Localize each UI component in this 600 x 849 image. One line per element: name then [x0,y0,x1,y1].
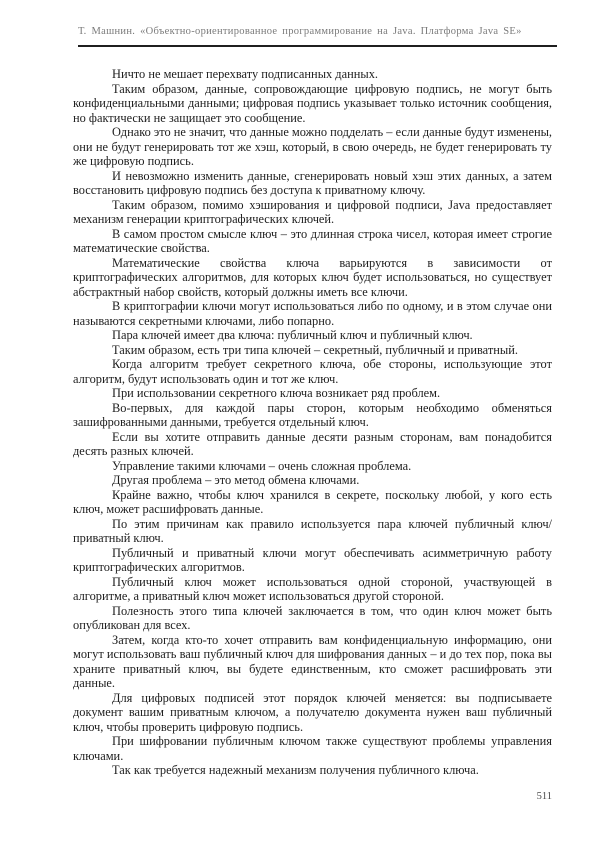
paragraph: По этим причинам как правило используется пара ключей публичный ключ/приватный ключ. [73,516,552,545]
page-body-text [73,67,552,778]
paragraph: Таким образом, помимо хэширования и цифровой подписи, Java предоставляет механизм генерации криптографических ключей. [73,197,552,226]
paragraph: Для цифровых подписей этот порядок ключей меняется: вы подписываете документ вашим приватным ключом, а получателю документа нужен ваш публичный ключ, чтобы проверить цифровую подпись. [73,690,552,734]
page-footer [73,791,552,802]
paragraph: Затем, когда кто-то хочет отправить вам конфиденциальную информацию, они могут использовать ваш публичный ключ для шифрования данных – и до тех пор, пока вы храните приватный ключ, вы будете единственным, кто сможет расшифровать эти данные. [73,632,552,690]
paragraph: Во-первых, для каждой пары сторон, которым необходимо обменяться зашифрованными данными, требуется отдельный ключ. [73,400,552,429]
paragraph: Полезность этого типа ключей заключается в том, что один ключ может быть опубликован для всех. [73,603,552,632]
paragraph: Управление такими ключами – очень сложная проблема. [112,458,412,473]
paragraph: Когда алгоритм требует секретного ключа, обе стороны, использующие этот алгоритм, будут использовать один и тот же ключ. [73,357,552,386]
paragraph: Публичный и приватный ключи могут обеспечивать асимметричную работу криптографических алгоритмов. [73,545,552,574]
paragraph: Публичный ключ может использоваться одной стороной, участвующей в алгоритме, а приватный ключ может использоваться другой стороной. [73,574,552,603]
running-header [78,26,558,38]
paragraph: Ничто не мешает перехвату подписанных данных. [112,67,378,81]
page-number: 511 [536,791,552,802]
paragraph: Если вы хотите отправить данные десяти разным сторонам, вам понадобится десять разных ключей. [73,429,552,458]
paragraph: Таким образом, данные, сопровождающие цифровую подпись, не могут быть конфиденциальными данными; цифровая подпись указывает только источник сообщения, но фактически не защищает это сообщение. [73,81,552,125]
running-header-text: Т. Машнин. «Объектно-ориентированное программирование на Java. Платформа Java SE» [78,26,522,37]
paragraph: Однако это не значит, что данные можно подделать – если данные будут изменены, они не будут генерировать тот же хэш, который, в свою очередь, не будет генерировать ту же цифровую подпись. [73,125,552,168]
paragraph: Крайне важно, чтобы ключ хранился в секрете, поскольку любой, у кого есть ключ, может расшифровать данные. [73,487,552,516]
paragraph: И невозможно изменить данные, сгенерировать новый хэш этих данных, а затем восстановить цифровую подпись без доступа к приватному ключу. [73,168,552,197]
paragraph: При шифровании публичным ключом также существуют проблемы управления ключами. [73,734,552,763]
paragraph: В криптографии ключи могут использоваться либо по одному, и в этом случае они называются секретными ключами, либо попарно. [73,299,552,328]
paragraph: Так как требуется надежный механизм получения публичного ключа. [112,763,479,777]
paragraph: При использовании секретного ключа возникает ряд проблем. [112,386,441,400]
paragraph: В самом простом смысле ключ – это длинная строка чисел, которая имеет строгие математические свойства. [73,226,552,255]
paragraph: Другая проблема – это метод обмена ключами. [112,473,360,487]
header-divider [78,45,557,47]
paragraph: Пара ключей имеет два ключа: публичный ключ и публичный ключ. [112,328,473,342]
paragraph: Таким образом, есть три типа ключей – секретный, публичный и приватный. [112,342,518,357]
paragraph: Математические свойства ключа варьируются в зависимости от криптографических алгоритмов, для которых ключ будет использоваться, но существует абстрактный набор свойств, который должны иметь все ключи. [73,255,552,299]
